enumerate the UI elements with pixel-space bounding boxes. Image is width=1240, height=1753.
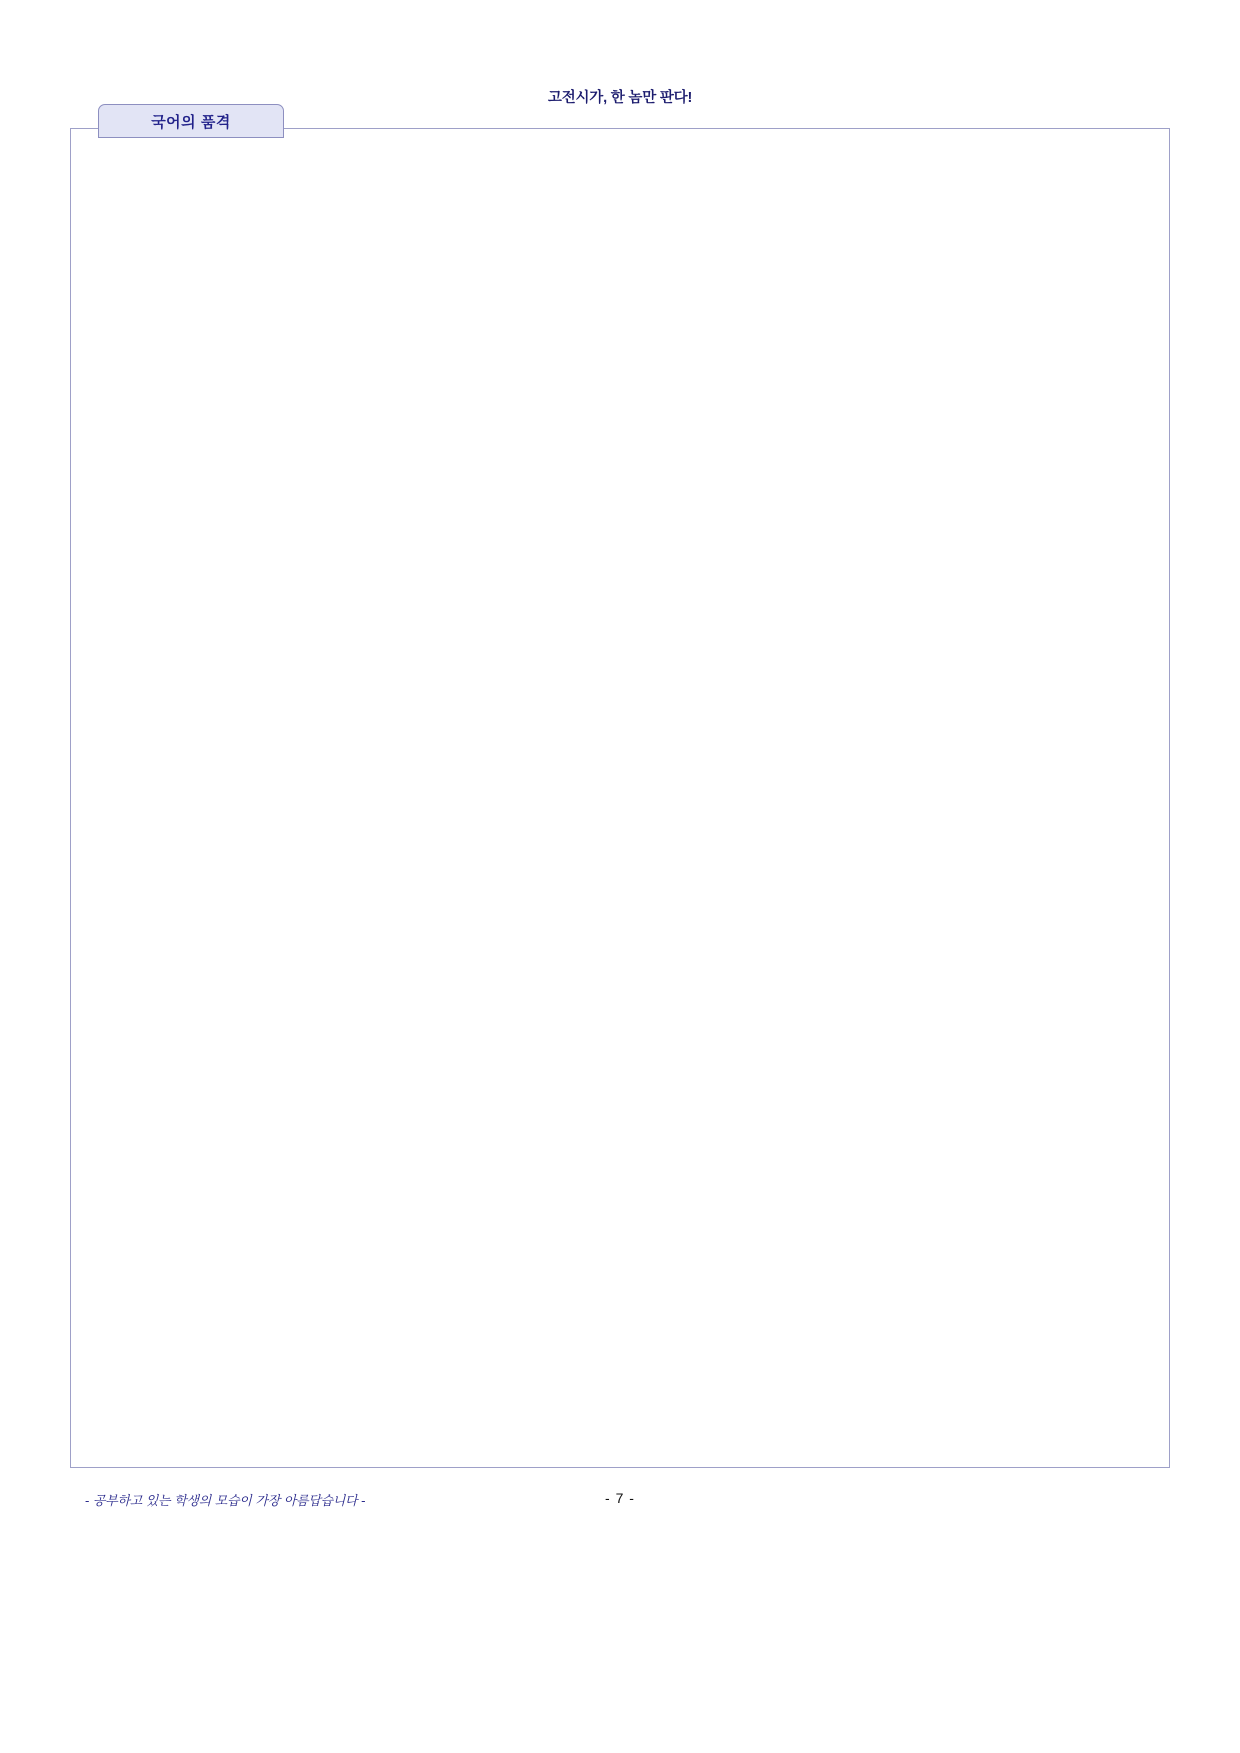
page-header-title: 고전시가, 한 놈만 판다! (547, 90, 693, 106)
page-frame-border (70, 128, 1170, 1468)
section-tab-label: 국어의 품격 (98, 104, 284, 138)
footer-note: - 공부하고 있는 학생의 모습이 가장 아름답습니다 - (85, 1494, 366, 1509)
footer-page-number: - 7 - (605, 1490, 635, 1506)
